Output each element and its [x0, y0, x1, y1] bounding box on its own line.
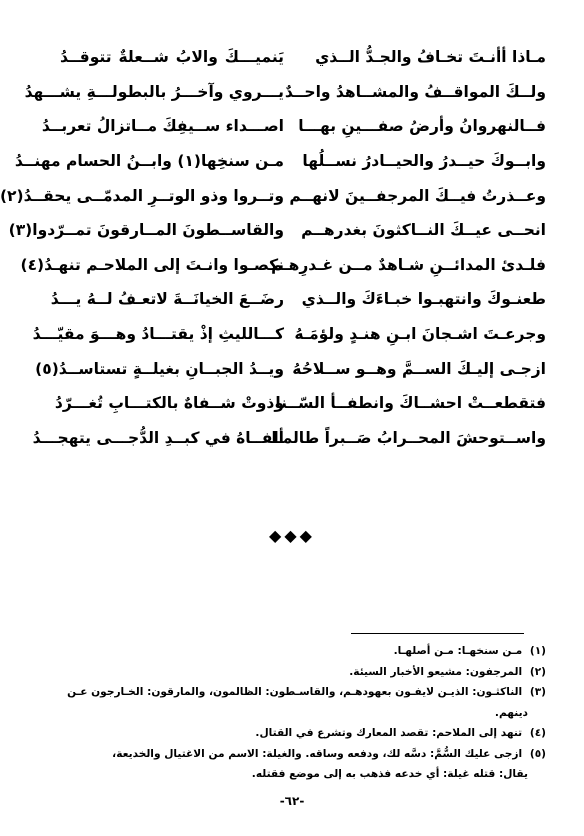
footnote-continuation: يقال: قتله غيلة: أي خدعه فذهب به إلى موضع فقتله. — [251, 768, 528, 780]
verse-11 — [54, 386, 546, 421]
verse-first-hemistich: فتقطعــتْ احشــاكَ وانطفــأ السّــنا — [275, 394, 546, 413]
verse-first-hemistich: واســتوحشَ المحــرابُ صَــبراً طالمـا — [271, 428, 546, 447]
verse-3 — [41, 109, 546, 144]
page-number: -٦٢- — [279, 794, 305, 808]
verse-second-hemistich: والقاســطونَ المــارقونَ تمــرّدوا(٣) — [8, 221, 284, 240]
verse-first-hemistich: مـاذا أأنـتَ تخـافُ والجـدُّ الــذي — [315, 48, 546, 67]
verse-second-hemistich: كـــالليثِ إذْ يقتـــادُ وهـــوَ مقيّـــدُ — [32, 325, 284, 344]
verse-12 — [32, 421, 546, 456]
footnote-number: (٣) — [529, 686, 546, 698]
footnote-number: (١) — [529, 645, 546, 657]
footnote-divider — [351, 633, 524, 634]
verse-second-hemistich: وتــروا وذو الوتــرِ المدمّــى يحقــدُ(٢) — [0, 186, 284, 205]
verse-1 — [60, 40, 546, 75]
footnote-3 — [40, 682, 546, 723]
verse-first-hemistich: فلـدئ المدائــنِ شـاهدٌ مــن غـدرِهـم — [271, 255, 546, 274]
verse-first-hemistich: ازجـى إليـكَ الســمَّ وهــو ســلاحُهُ — [292, 359, 546, 378]
footnote-text: الناكثـون: الذيـن لايفـون بعهودهـم، والقاسـطون: الظالمون، والمارقون: الخـارجون عـن — [67, 686, 523, 698]
verse-first-hemistich: وعــذرتُ فيــكَ المرجفــينَ لانهــم — [289, 186, 546, 205]
verse-first-hemistich: انحــى عيــكَ النــاكثونَ بغدرهــم — [301, 221, 546, 240]
footnotes — [40, 641, 546, 785]
section-ornament: ◆◆◆ — [269, 526, 315, 545]
verse-second-hemistich: يَنميـــكَ والابُ شــعلةٌ تتوقــدُ — [60, 48, 284, 67]
verse-8 — [50, 282, 546, 317]
verse-10 — [35, 351, 546, 386]
verse-4 — [14, 144, 546, 179]
footnote-text: المرجفون: مشيعو الأخبار السيئة. — [349, 665, 523, 678]
footnote-text: تنهد إلى الملاحم: تقصد المعارك وتشرع في القتال. — [255, 727, 523, 739]
footnote-number: (٥) — [529, 747, 546, 760]
footnote-4 — [40, 723, 546, 744]
footnote-number: (٤) — [529, 727, 546, 739]
verse-second-hemistich: يـــروي وآخـــرُ بالبطولـــةِ يشـــهدُ — [24, 82, 284, 101]
verse-first-hemistich: ولــكَ المواقــفُ والمشــاهدُ واحــدٌ — [284, 82, 546, 101]
verse-5 — [0, 178, 546, 213]
verse-6 — [8, 213, 546, 248]
verse-second-hemistich: اصـــداء ســيفِكَ مــاتزالُ تعربــدُ — [41, 117, 284, 136]
verse-second-hemistich: وذوتْ شــفاهٌ بالكتـــابِ تُغـــرّدُ — [54, 394, 284, 413]
footnote-2 — [40, 662, 546, 683]
verse-2 — [24, 75, 546, 110]
footnote-number: (٢) — [529, 665, 546, 678]
verse-second-hemistich: رضَــعَ الخيانَــةَ لاتعـفُ لــهُ يـــدُ — [50, 290, 284, 309]
verse-second-hemistich: ألفــاهُ في كبــدِ الدُّجـــى يتهجـــدُ — [32, 428, 284, 447]
verse-second-hemistich: ويــدُ الجبــانِ بغيلــةٍ تستاســدُ(٥) — [35, 359, 284, 378]
verse-first-hemistich: وجرعـتَ اشـجانَ ابـنِ هنـدٍ ولؤمَـهُ — [294, 325, 546, 344]
poem — [0, 40, 546, 455]
footnote-1 — [40, 641, 546, 662]
verse-first-hemistich: طعنـوكَ وانتهبـوا خبـاءَكَ والــذي — [301, 290, 546, 309]
verse-second-hemistich: مـن سنخِها(١) وابــنُ الحسام مهنــدُ — [14, 152, 284, 171]
footnote-continuation: دينهم. — [494, 706, 528, 719]
footnote-text: مـن سنخهـا: مـن أصلهـا. — [393, 645, 523, 657]
verse-first-hemistich: فــالنهروانُ وأرضُ صفـــينِ بهـــا — [298, 117, 546, 136]
footnote-5 — [40, 744, 546, 785]
verse-second-hemistich: نكصـوا وانـتَ إلى الملاحـم تنهـدُ(٤) — [20, 255, 284, 274]
verse-7 — [20, 248, 546, 283]
verse-first-hemistich: وابــوكَ حيــدرُ والحيــادرُ نســلُها — [302, 152, 546, 171]
verse-9 — [32, 317, 546, 352]
footnote-text: ازجى عليك السُّمَّ: دسَّه لك، ودفعه وساقه. والغيلة: الاسم من الاغتيال والخديعة، — [112, 747, 523, 760]
